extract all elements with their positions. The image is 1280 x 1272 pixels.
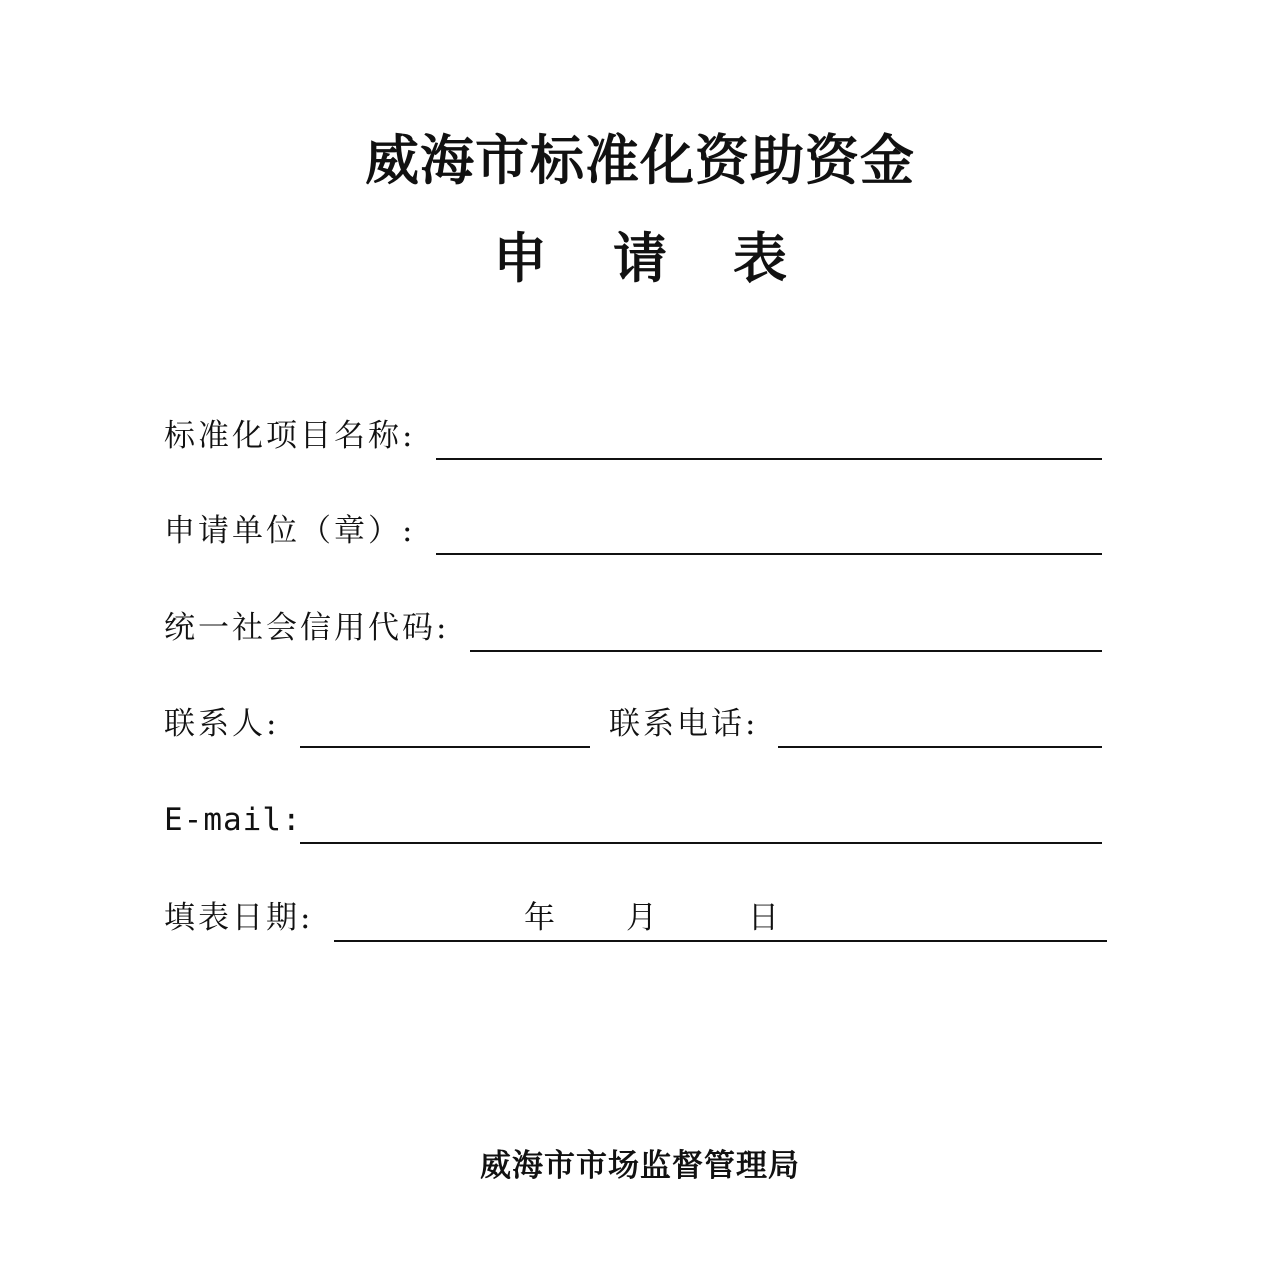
email-label: E-mail: bbox=[164, 802, 302, 838]
subtitle-char-2: 请 bbox=[613, 226, 667, 290]
field-row-applicant bbox=[164, 511, 1104, 555]
field-row-project-name bbox=[164, 416, 1104, 460]
date-day-label: 日 bbox=[748, 900, 779, 936]
form-title: 威海市标准化资助资金 bbox=[365, 128, 915, 192]
date-year-label: 年 bbox=[524, 900, 555, 936]
field-row-email bbox=[164, 800, 1104, 844]
fill-date-input-line[interactable] bbox=[334, 940, 1107, 942]
credit-code-label: 统一社会信用代码: bbox=[164, 610, 450, 646]
field-row-fill-date bbox=[164, 898, 1109, 942]
fill-date-label: 填表日期: bbox=[164, 900, 314, 936]
applicant-label: 申请单位（章）: bbox=[164, 513, 416, 549]
project-name-label: 标准化项目名称: bbox=[164, 418, 416, 454]
project-name-input-line[interactable] bbox=[436, 458, 1102, 460]
phone-label: 联系电话: bbox=[609, 706, 759, 742]
field-row-credit-code bbox=[164, 608, 1104, 652]
email-input-line[interactable] bbox=[300, 842, 1102, 844]
subtitle-char-1: 申 bbox=[493, 226, 547, 290]
contact-label: 联系人: bbox=[164, 706, 280, 742]
contact-input-line[interactable] bbox=[300, 746, 590, 748]
issuing-authority: 威海市市场监督管理局 bbox=[480, 1148, 800, 1184]
date-month-label: 月 bbox=[626, 900, 657, 936]
subtitle-char-3: 表 bbox=[733, 226, 787, 290]
phone-input-line[interactable] bbox=[778, 746, 1102, 748]
applicant-input-line[interactable] bbox=[436, 553, 1102, 555]
form-subtitle bbox=[0, 226, 1280, 290]
field-row-contact bbox=[164, 704, 1104, 748]
credit-code-input-line[interactable] bbox=[470, 650, 1102, 652]
